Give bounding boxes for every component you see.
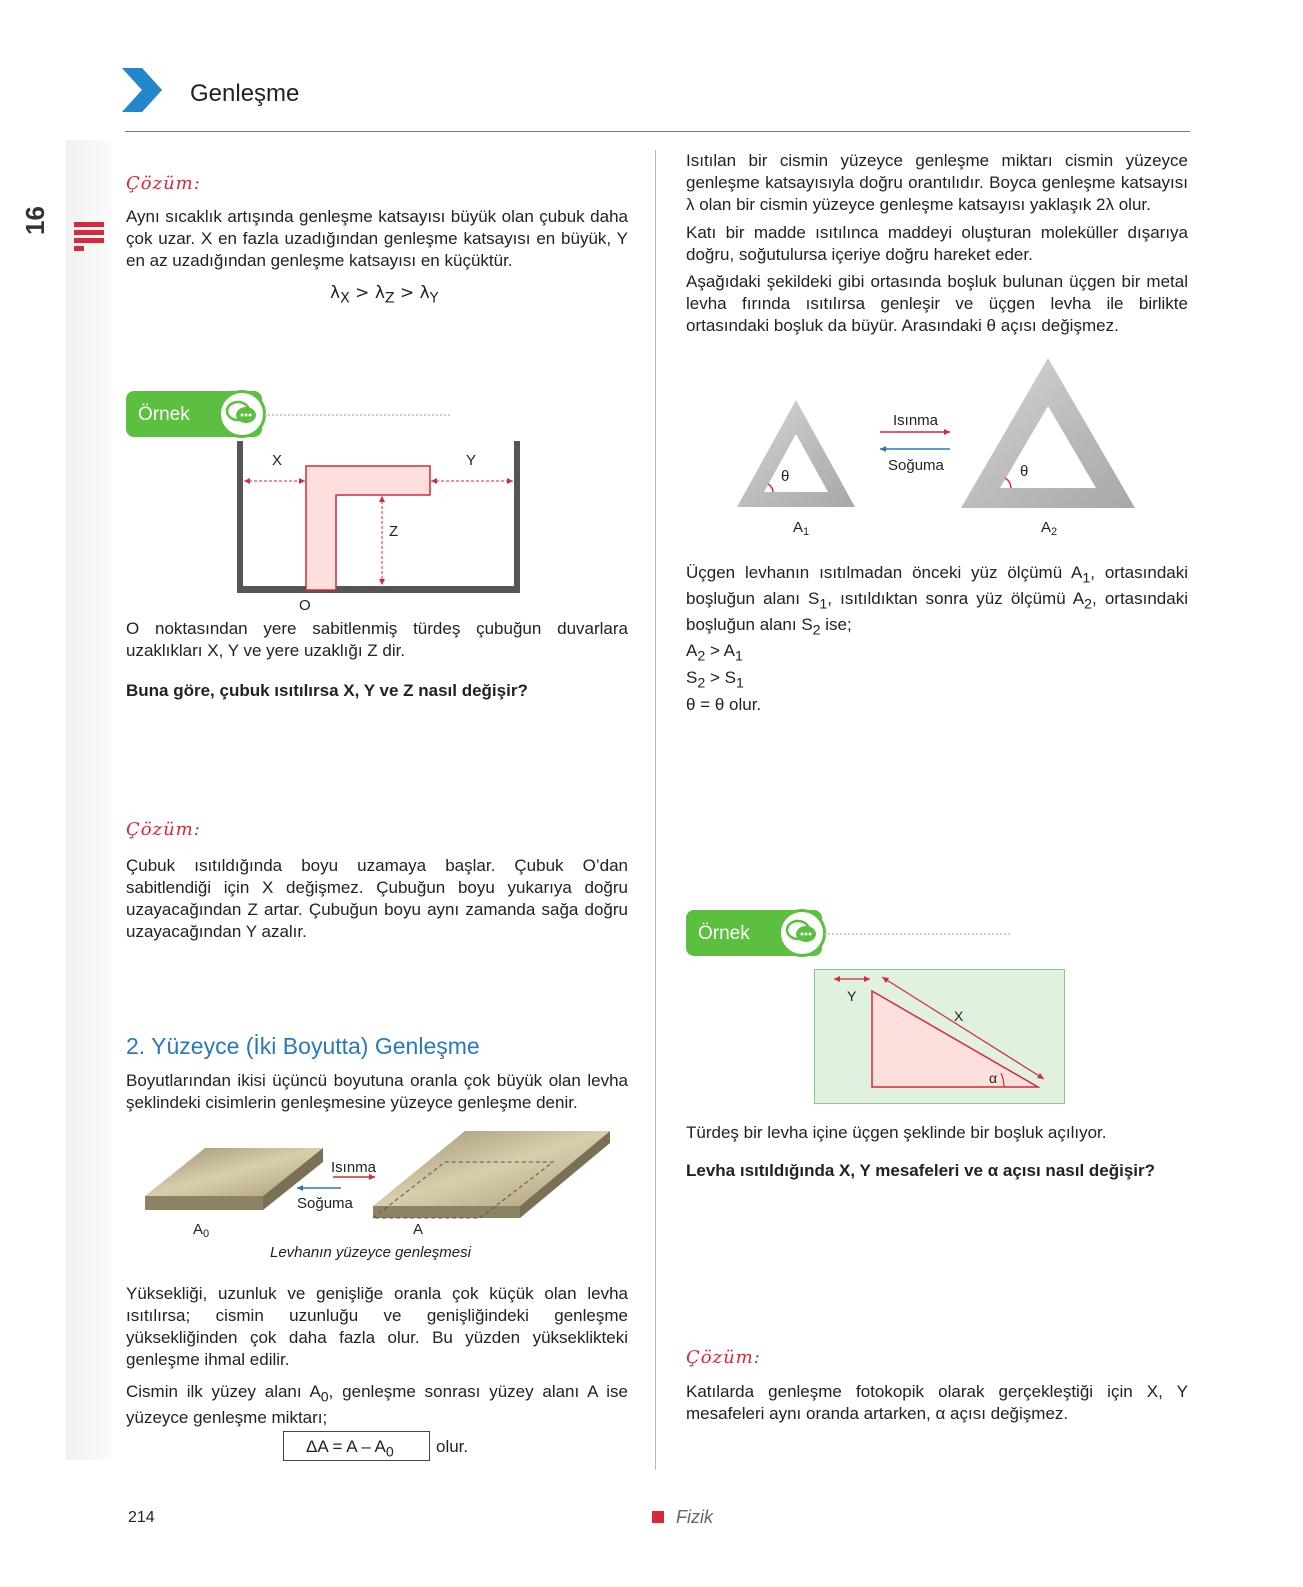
svg-text:Y: Y (847, 988, 857, 1004)
svg-text:X: X (954, 1008, 964, 1024)
page-number: 214 (128, 1509, 155, 1526)
section-text: Boyutlarından ikisi üçüncü boyutuna oranla çok büyük olan levha şeklindeki cisimlerin genleşmesine yüzeyce genleşme denir. (126, 1071, 628, 1113)
ornek-text: Türdeş bir levha içine üçgen şeklinde bir boşluk açılıyor. (686, 1123, 1107, 1142)
label-x: X (272, 452, 283, 469)
section-title: 2. Yüzeyce (İki Boyutta) Genleşme (126, 1033, 480, 1059)
paragraph-1: Isıtılan bir cismin yüzeyce genleşme miktarı cismin yüzeyce genleşme katsayısıyla doğru orantılıdır. Boyca genleşme katsayısı λ olan bir cismin yüzeyce genleşme katsayısı yaklaşık 2λ olur. (686, 151, 1188, 215)
ornek-label: Örnek (698, 923, 750, 944)
plate-expansion-figure (145, 1128, 615, 1240)
cozum-label: Çözüm: (126, 173, 201, 194)
relation-s: $S_2 > S_1$ (686, 668, 744, 692)
svg-text:α: α (989, 1070, 998, 1086)
svg-text:Soğuma: Soğuma (297, 1195, 353, 1212)
cozum-text: Çubuk ısıtıldığında boyu uzamaya başlar. Çubuk O’dan sabitlendiği için X değişmez. Çubuğun boyu yukarıya doğru uzayacağından Z artar. Çubuğun boyu aynı zamanda sağa doğru uzayacağından Y azalır. (126, 856, 628, 942)
cozum-label: Çözüm: (686, 1347, 761, 1368)
dotted-line (265, 414, 450, 416)
ornek-label: Örnek (138, 404, 190, 425)
paragraph-height: Yüksekliği, uzunluk ve genişliğe oranla çok küçük olan levha ısıtılırsa; cismin uzunluğu ve genişliğindeki genleşme yüksekliğinden çok daha fazla olur. Bu yüzden yükseklikteki genleşme ihmal edilir. (126, 1284, 628, 1370)
sidebar-strip (66, 140, 112, 1460)
ornek-text: O noktasından yere sabitlenmiş türdeş çubuğun duvarlara uzaklıkları X, Y ve yere uzaklığı Z dir. (126, 619, 628, 661)
column-divider (655, 150, 656, 1470)
label-z: Z (389, 523, 399, 540)
plate-hole-figure (814, 969, 1065, 1104)
label-y: Y (466, 452, 477, 469)
fasikul-label (20, 150, 112, 260)
svg-text:Isınma: Isınma (893, 412, 939, 429)
fasikul-number: 16 (20, 206, 50, 235)
triangle-figure (735, 350, 1145, 540)
figure-caption: Levhanın yüzeyce genleşmesi (270, 1244, 471, 1261)
dotted-line (825, 933, 1010, 935)
page-title: Genleşme (190, 80, 300, 107)
label-o: O (299, 597, 311, 614)
svg-text:θ: θ (781, 468, 790, 485)
formula-suffix: olur. (436, 1437, 469, 1456)
subject-marker (652, 1511, 664, 1523)
relation-theta: θ = θ olur. (686, 695, 762, 714)
svg-text:θ: θ (1020, 463, 1029, 480)
cozum-label: Çözüm: (126, 819, 201, 840)
svg-text:A: A (413, 1221, 424, 1238)
svg-text:Soğuma: Soğuma (888, 457, 944, 474)
paragraph-2: Katı bir madde ısıtılınca maddeyi oluşturan moleküller dışarıya doğru, soğutulursa içeriye doğru hareket eder. (686, 223, 1188, 265)
svg-text:A1: $A_1$ (793, 519, 810, 538)
chat-bubble-icon (218, 390, 266, 438)
header-divider (125, 131, 1190, 132)
formula-box: $\Delta A = A - A_0$ (283, 1431, 430, 1461)
svg-text:A0: $A_0$ (193, 1221, 210, 1240)
relation-a: $A_2 > A_1$ (686, 641, 743, 665)
ornek-question: Levha ısıtıldığında X, Y mesafeleri ve α açısı nasıl değişir? (686, 1161, 1156, 1180)
svg-text:Isınma: Isınma (331, 1159, 377, 1176)
paragraph-3: Aşağıdaki şekildeki gibi ortasında boşluk bulunan üçgen bir metal levha fırında ısıtılırsa genleşir ve üçgen levha ile birlikte ortasındaki boşluk da büyür. Arasındaki θ açısı değişmez. (686, 272, 1188, 336)
ornek-question: Buna göre, çubuk ısıtılırsa X, Y ve Z nasıl değişir? (126, 681, 528, 700)
cozum-text: Aynı sıcaklık artışında genleşme katsayısı büyük olan çubuk daha çok uzar. X en fazla uzadığından genleşme katsayısı en büyük, Y en az uzadığından genleşme katsayısı en küçüktür. (126, 207, 628, 271)
svg-text:A2: $A_2$ (1041, 519, 1058, 538)
chevron-logo-icon (122, 68, 164, 112)
cozum-text: Katılarda genleşme fotokopik olarak gerçekleştiği için X, Y mesafeleri aynı oranda artarken, α açısı değişmez. (686, 1382, 1188, 1424)
paragraph-4: Üçgen levhanın ısıtılmadan önceki yüz ölçümü $A_1$, ortasındaki boşluğun alanı $S_1$, ısıtıldıktan sonra yüz ölçümü $A_2$, ortasındaki boşluğun alanı $S_2$ ise; (686, 563, 1189, 639)
paragraph-area: Cismin ilk yüzey alanı $A_0$, genleşme sonrası yüzey alanı A ise yüzeyce genleşme miktarı; (126, 1382, 628, 1427)
subject-label: Fizik (676, 1507, 713, 1527)
lambda-order: $\lambda_X > \lambda_Z > \lambda_Y$ (330, 283, 439, 307)
rod-figure (232, 438, 532, 613)
chat-bubble-icon (778, 909, 826, 957)
